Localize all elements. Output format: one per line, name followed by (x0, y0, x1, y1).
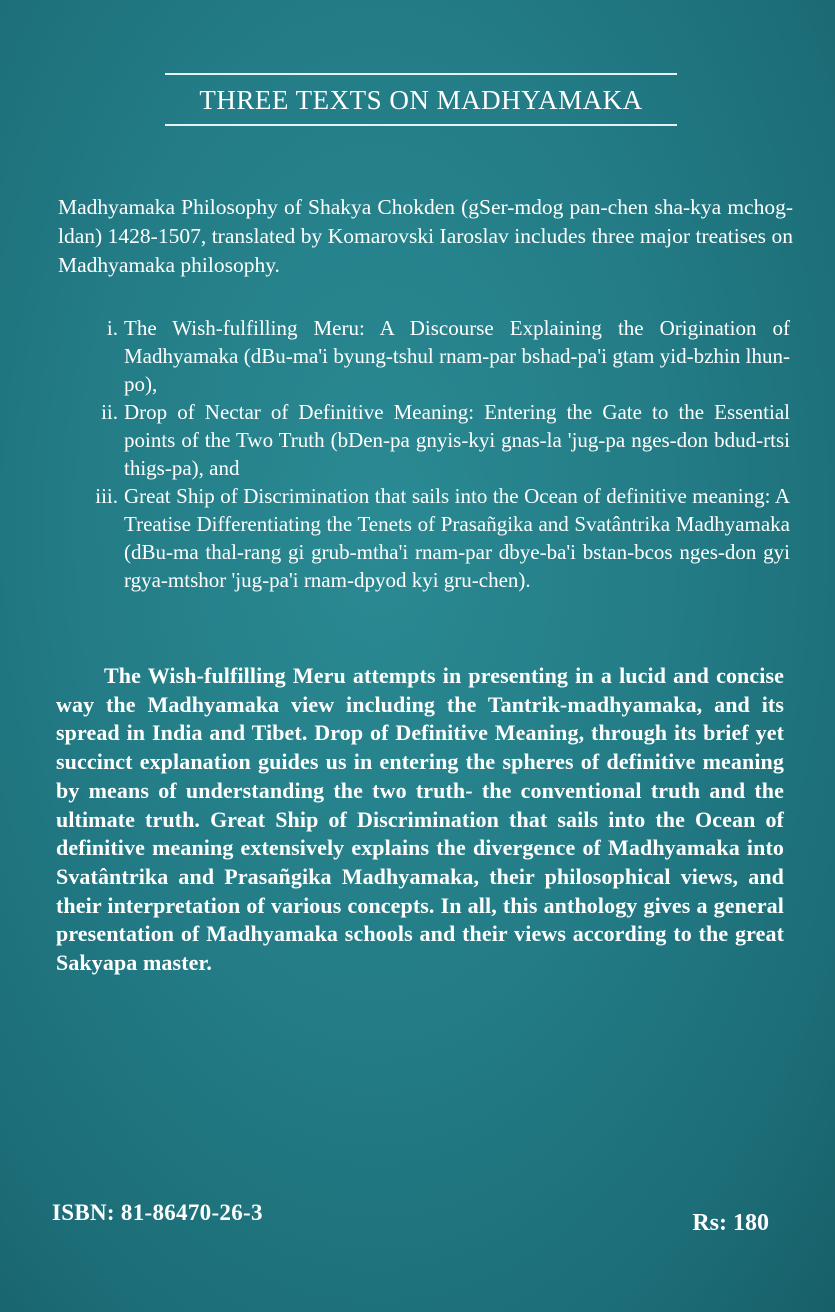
summary-paragraph: The Wish-fulfilling Meru attempts in presenting in a lucid and concise way the Madhyamaka view including the Tantrik-madhyamaka, and its spread in India and Tibet. Drop of Definitive Meaning, through its brief yet succinct explanation guides us in entering the spheres of definitive meaning by means of understanding the two truth- the conventional truth and the ultimate truth. Great Ship of Discrimination that sails into the Ocean of definitive meaning extensively explains the divergence of Madhyamaka into Svatântrika and Prasañgika Madhyamaka, their philosophical views, and their interpretation of various concepts. In all, this anthology gives a general presentation of Madhyamaka schools and their views according to the great Sakyapa master. (56, 663, 784, 976)
title-rule-top (165, 73, 677, 75)
treatise-text: Great Ship of Discrimination that sails into the Ocean of definitive meaning: A Treatise Differentiating the Tenets of Prasañgika and Svatântrika Madhyamaka (dBu-ma thal-rang gi grub-mtha'i rnam-par dbye-ba'i bstan-bcos nges-don gyi rgya-mtshor 'jug-pa'i rnam-dpyod kyi gru-chen). (124, 484, 790, 592)
treatise-numeral: ii. (101, 400, 118, 424)
isbn-label: ISBN: 81-86470-26-3 (52, 1200, 263, 1225)
treatise-text: The Wish-fulfilling Meru: A Discourse Explaining the Origination of Madhyamaka (dBu-ma'i byung-tshul rnam-par bshad-pa'i gtam yid-bzhin lhun-po), (124, 316, 790, 396)
treatise-numeral: iii. (95, 484, 118, 508)
price-label: Rs: 180 (692, 1210, 769, 1236)
treatise-item (80, 314, 790, 398)
title-rule-bottom (165, 124, 677, 126)
treatise-item (80, 482, 790, 594)
intro-paragraph: Madhyamaka Philosophy of Shakya Chokden (gSer-mdog pan-chen sha-kya mchog-ldan) 1428-1507, translated by Komarovski Iaroslav includes three major treatises on Madhyamaka philosophy. (58, 195, 793, 277)
treatise-numeral: i. (106, 316, 118, 340)
treatise-list (80, 314, 790, 594)
treatise-text: Drop of Nectar of Definitive Meaning: Entering the Gate to the Essential points of the Two Truth (bDen-pa gnyis-kyi gnas-la 'jug-pa nges-don bdud-rtsi thigs-pa), and (124, 400, 790, 480)
book-title: THREE TEXTS ON MADHYAMAKA (199, 85, 643, 115)
treatise-item (80, 398, 790, 482)
title-block (165, 73, 677, 126)
